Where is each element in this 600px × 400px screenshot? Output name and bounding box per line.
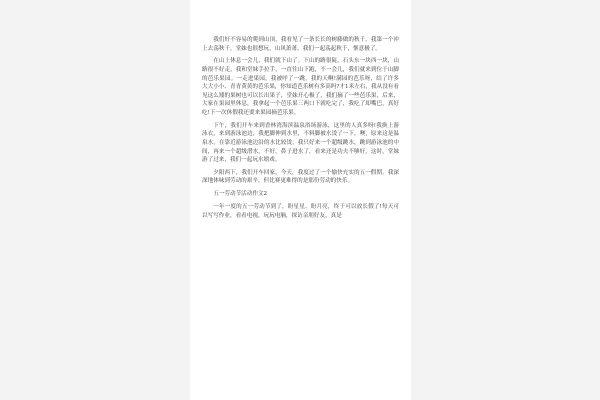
document-page	[190, 0, 411, 400]
paragraph-swing: 我们好不容易的爬到山顶，我看见了一条长长的树藤做的秋千，我第一个冲上去荡秋千，堂妹也很想玩，山风萧萧，我们一起荡起秋千，惬意极了。	[202, 37, 399, 52]
paragraph-closing: 一年一度的五一劳动节到了，盼星星、盼月亮，终于可以放长假了!每天可以写写作业，看看电视，玩玩电脑，探访亲朋好友，真是	[202, 204, 399, 219]
section-heading: 五一劳动节活动作文2	[213, 191, 268, 198]
paragraph-sunset: 夕阳西下，我们开车回家，今天，我度过了一个愉快充实的五一假期，我深深地体味到劳动的艰辛，但比赛更难得的是那份劳动的快乐。	[202, 169, 399, 185]
paragraph-hot-spring: 下午，我们开车来到香林湾海滨温泉浴场游泳，这里的人真多呀!我换上游泳衣，来到游泳池边，我把脚伸到水里，不料脚被水烫了一下，噢，原来这是温泉水，在靠近游泳池边沿的水比较烫，我只好来一个超级跳水，跳到游泳池的中间，再来一个超级潜水，不好，鼻子进水了，看来还是功夫不够好，这时，堂妹游了过来，我们一起玩水嬉戏。	[202, 122, 399, 164]
paragraph-orchard: 在山上休息一会儿，我们就下山了。下山的路很陡，石头东一块西一块，山路很不好走，我和堂妹手拉手，一直往山下跑，不一会儿，我们就来到位于山脚的芭乐果园。一走进果园，我被呼了一跳，我的天啊!满园的芭乐呀，结了许多大大小小、青青黄黄的芭乐果，你知道芭乐树有多高吗?才1米左右，我从没有看见这么矮的果树也可以长出果子，堂妹开心极了，我们摘了一些芭乐果，后来，大家在果园里休息，我拿起一个芭乐果三两口下就吃完了，我吃了却嘴巴，真好吃!下一次休假我还要来果园摘芭乐果。	[202, 58, 399, 116]
document-body	[202, 36, 399, 224]
